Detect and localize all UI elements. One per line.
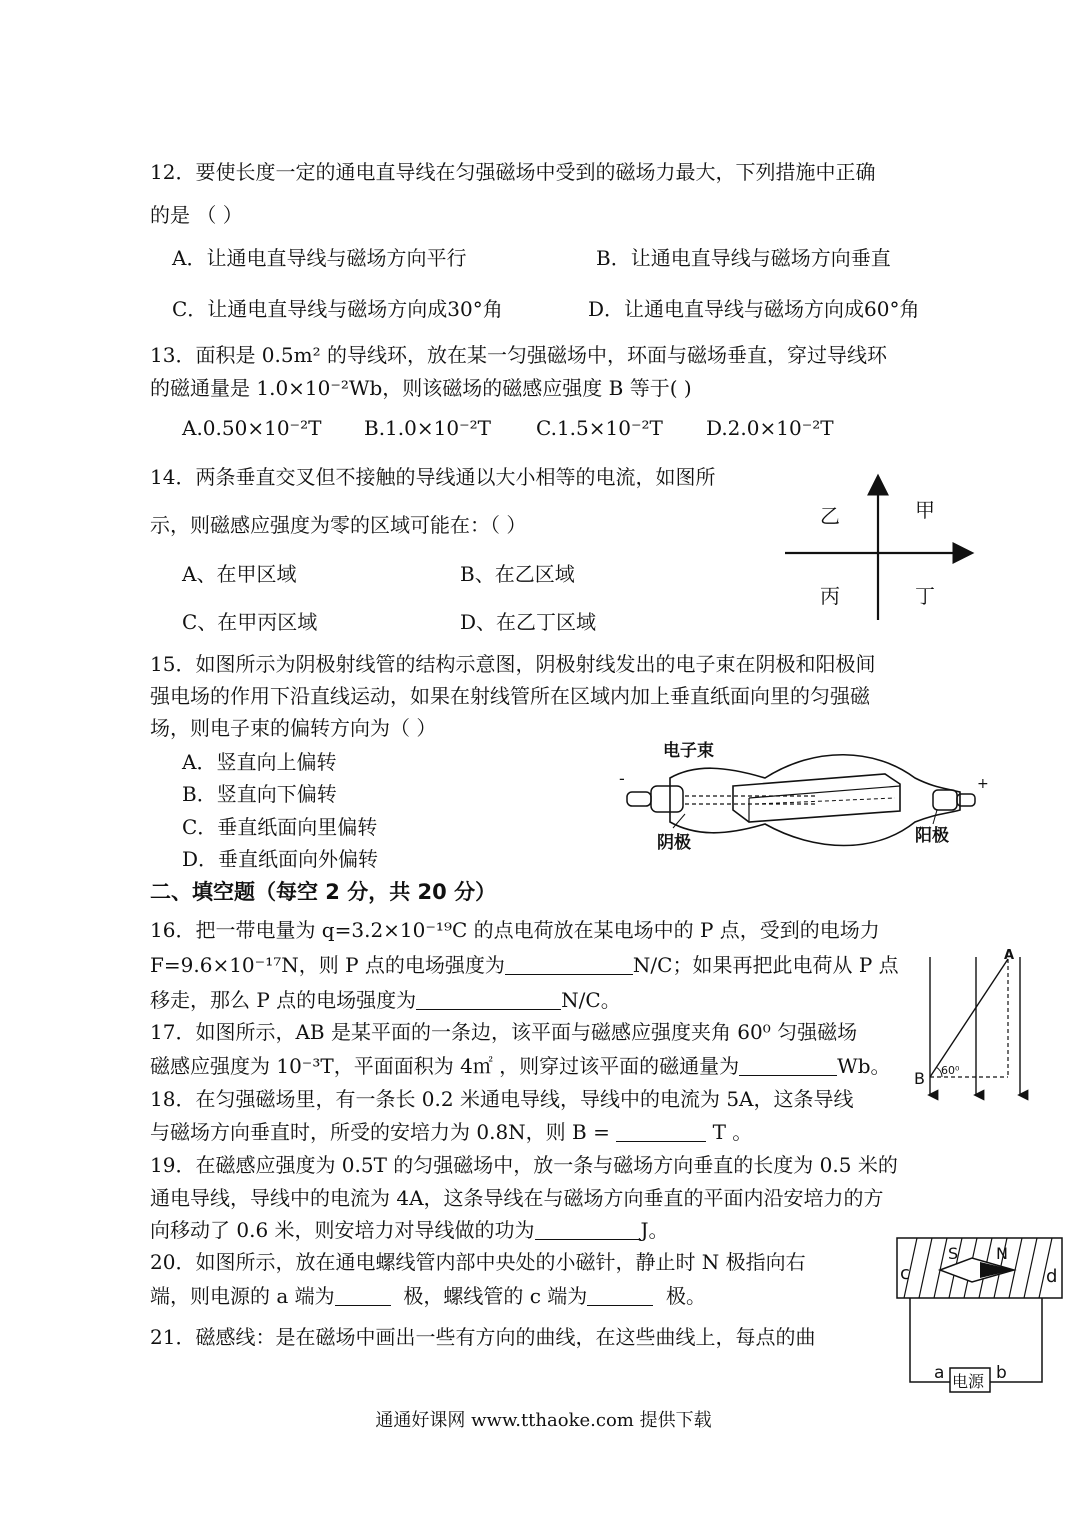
q20-line2-text-c: 极，螺线管的 c 端为 [403, 1284, 588, 1308]
q14-label-jia: 甲 [915, 498, 935, 522]
q14-option-d: D、在乙丁区域 [460, 610, 597, 634]
q17-label-angle: 60⁰ [941, 1064, 960, 1077]
q14-label-yi: 乙 [820, 504, 840, 528]
q15-cathode-rod [627, 792, 651, 806]
q19-line2: 通电导线，导线中的电流为 4A，这条导线在与磁场方向垂直的平面内沿安培力的方 [150, 1186, 884, 1210]
q20-blank-source-a[interactable] [335, 1285, 391, 1306]
q19-blank-work[interactable] [535, 1219, 641, 1240]
q20-label-a: a [934, 1363, 945, 1383]
q17-line2-text: 磁感应强度为 10⁻³T，平面面积为 4㎡ ，则穿过该平面的磁通量为 [150, 1054, 740, 1078]
q15-anode-electrode [933, 790, 957, 810]
q15-cathode-electrode [651, 786, 683, 812]
q13-option-c: C.1.5×10⁻²T [536, 416, 663, 440]
q13-option-a: A.0.50×10⁻²T [182, 416, 322, 440]
q14-option-a: A、在甲区域 [182, 562, 297, 586]
q20-label-n: N [996, 1244, 1008, 1263]
q18-line2 [150, 1120, 752, 1144]
q17-line1: 17．如图所示，AB 是某平面的一条边，该平面与磁感应强度夹角 60⁰ 匀强磁场 [150, 1020, 858, 1044]
q15-screen-plate [733, 774, 900, 822]
q13-option-d: D.2.0×10⁻²T [706, 416, 834, 440]
q16-blank-field-strength[interactable] [505, 954, 633, 975]
q16-line2-text: F=9.6×10⁻¹⁷N，则 P 点的电场强度为 [150, 953, 505, 977]
q15-option-a: A．竖直向上偏转 [182, 750, 337, 774]
q17-plane-edge-ab [930, 959, 1008, 1077]
q19-line3-text: 向移动了 0.6 米，则安培力对导线做的功为 [150, 1218, 535, 1242]
q16-line2 [150, 953, 899, 977]
q12-stem-line2: 的是 （ ） [150, 203, 243, 227]
q14-option-c: C、在甲丙区域 [182, 610, 318, 634]
q14-option-b: B、在乙区域 [460, 562, 575, 586]
q15-label-plus: + [977, 776, 989, 792]
q14-label-ding: 丁 [915, 584, 935, 608]
q19-line1: 19．在磁感应强度为 0.5T 的匀强磁场中，放一条与磁场方向垂直的长度为 0.5 米的 [150, 1153, 898, 1177]
q15-option-d: D．垂直纸面向外偏转 [182, 847, 379, 871]
q20-solenoid-figure [892, 1234, 1072, 1396]
q18-line2-unit: T 。 [712, 1120, 753, 1144]
q19-line3-unit: J。 [640, 1218, 669, 1242]
q20-label-d: d [1046, 1266, 1058, 1287]
q12-option-c: C．让通电直导线与磁场方向成30°角 [172, 297, 503, 321]
q16-line3-text: 移走，那么 P 点的电场强度为 [150, 988, 417, 1012]
q16-blank-field-strength-removed[interactable] [416, 989, 561, 1010]
q12-option-a: A．让通电直导线与磁场方向平行 [172, 246, 467, 270]
q21-line1: 21．磁感线：是在磁场中画出一些有方向的曲线，在这些曲线上，每点的曲 [150, 1325, 816, 1349]
q12-stem-line1: 12．要使长度一定的通电直导线在匀强磁场中受到的磁场力最大，下列措施中正确 [150, 160, 876, 184]
q17-line2-unit: Wb。 [837, 1054, 891, 1078]
q20-label-b: b [996, 1363, 1007, 1383]
q17-inclined-plane-figure [908, 945, 1038, 1110]
q17-line2 [150, 1054, 891, 1078]
q15-option-c: C．垂直纸面向里偏转 [182, 815, 378, 839]
q15-stem-line1: 15．如图所示为阴极射线管的结构示意图，阴极射线发出的电子束在阴极和阳极间 [150, 652, 876, 676]
q20-line2 [150, 1284, 706, 1308]
q20-line1: 20．如图所示，放在通电螺线管内部中央处的小磁针，静止时 N 极指向右 [150, 1250, 806, 1274]
q18-blank-b-value[interactable] [616, 1121, 706, 1142]
q16-line3 [150, 988, 621, 1012]
q13-option-b: B.1.0×10⁻²T [364, 416, 491, 440]
q16-line3-unit: N/C。 [561, 988, 621, 1012]
q14-label-bing: 丙 [820, 584, 840, 608]
q13-stem-line2: 的磁通量是 1.0×10⁻²Wb，则该磁场的磁感应强度 B 等于( ) [150, 376, 692, 400]
q15-cathode-ray-tube-figure [615, 736, 995, 856]
q20-label-s: S [948, 1244, 959, 1263]
q12-option-b: B．让通电直导线与磁场方向垂直 [596, 246, 891, 270]
q15-stem-line2: 强电场的作用下沿直线运动，如果在射线管所在区域内加上垂直纸面向里的匀强磁 [150, 684, 870, 708]
q14-stem-line2: 示，则磁感应强度为零的区域可能在：（ ） [150, 513, 527, 537]
q16-line1: 16．把一带电量为 q=3.2×10⁻¹⁹C 的点电荷放在某电场中的 P 点，受到的电场力 [150, 918, 880, 942]
q15-stem-line3: 场，则电子束的偏转方向为（ ） [150, 716, 437, 740]
q12-option-d: D．让通电直导线与磁场方向成60°角 [588, 297, 920, 321]
q20-line2-end: 极。 [666, 1284, 706, 1308]
q14-cross-wires-figure [780, 470, 980, 625]
q15-label-beam: 电子束 [663, 741, 714, 761]
q20-label-source: 电源 [952, 1372, 985, 1391]
q17-blank-flux[interactable] [739, 1055, 837, 1076]
q15-label-anode: 阳极 [915, 826, 949, 846]
q17-label-b: B [914, 1069, 925, 1088]
q15-label-cathode: 阴极 [657, 833, 691, 853]
q15-option-b: B．竖直向下偏转 [182, 782, 337, 806]
q13-stem-line1: 13．面积是 0.5m² 的导线环，放在某一匀强磁场中，环面与磁场垂直，穿过导线环 [150, 343, 887, 367]
q16-line2-unit: N/C；如果再把此电荷从 P 点 [632, 953, 899, 977]
page-footer: 通通好课网 www.tthaoke.com 提供下载 [375, 1410, 712, 1431]
q18-line2-text: 与磁场方向垂直时，所受的安培力为 0.8N，则 B = [150, 1120, 610, 1144]
q15-label-minus: - [619, 769, 625, 788]
q18-line1: 18．在匀强磁场里，有一条长 0.2 米通电导线，导线中的电流为 5A，这条导线 [150, 1087, 854, 1111]
q20-blank-solenoid-c[interactable] [587, 1285, 653, 1306]
section-heading-fill-in: 二、填空题（每空 2 分，共 20 分） [150, 880, 497, 904]
q20-label-c: c [900, 1263, 910, 1284]
q19-line3 [150, 1218, 669, 1242]
q17-label-a: A [1004, 948, 1015, 963]
q20-line2-text-a: 端，则电源的 a 端为 [150, 1284, 335, 1308]
q14-stem-line1: 14．两条垂直交叉但不接触的导线通以大小相等的电流，如图所 [150, 465, 716, 489]
